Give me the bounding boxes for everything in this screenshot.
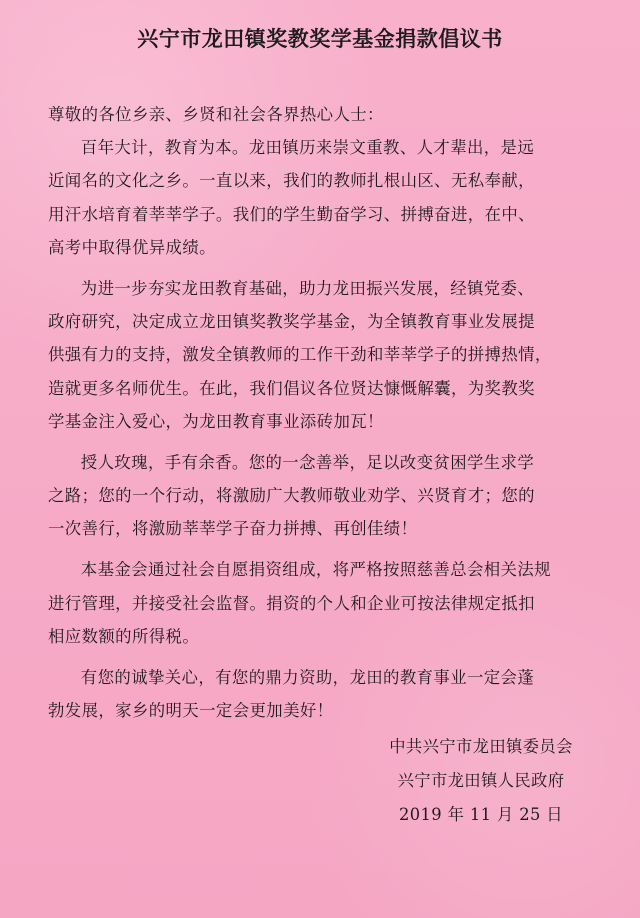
paragraph-line: 进行管理，并接受社会监督。捐资的个人和企业可按法律规定抵扣 <box>48 593 535 613</box>
paragraph-line: 授人玫瑰，手有余香。您的一念善举，足以改变贫困学生求学 <box>80 452 535 472</box>
signature-date: 2019 年 11 月 25 日 <box>399 805 563 824</box>
paragraph-line: 本基金会通过社会自愿捐资组成，将严格按照慈善总会相关法规 <box>80 560 551 580</box>
paragraph <box>48 661 596 727</box>
signature-block <box>366 730 596 832</box>
paragraph-gap <box>48 264 596 272</box>
paragraph-line: 一次善行，将激励莘莘学子奋力拼搏、再创佳绩！ <box>48 519 418 539</box>
paragraph-line: 百年大计，教育为本。龙田镇历来崇文重教、人才辈出，是远 <box>80 138 535 158</box>
paragraph-line: 政府研究，决定成立龙田镇奖教奖学基金，为全镇教育事业发展提 <box>48 312 535 332</box>
paragraph-line: 造就更多名师优生。在此，我们倡议各位贤达慷慨解囊，为奖教奖 <box>48 378 535 398</box>
paragraph-gap <box>48 653 596 661</box>
paragraph <box>48 446 596 546</box>
paragraph-gap <box>48 438 596 446</box>
paragraph <box>48 553 596 653</box>
paragraph-line: 学基金注入爱心，为龙田教育事业添砖加瓦！ <box>48 411 384 431</box>
paragraph-line: 有您的诚挚关心，有您的鼎力资助，龙田的教育事业一定会蓬 <box>80 668 535 687</box>
paragraph-line: 近闻名的文化之乡。一直以来，我们的教师扎根山区、无私奉献， <box>48 171 535 191</box>
paragraph <box>48 131 596 264</box>
salutation: 尊敬的各位乡亲、乡贤和社会各界热心人士： <box>48 105 384 124</box>
signature-org-1: 中共兴宁市龙田镇委员会 <box>389 737 573 756</box>
paragraph-line: 之路；您的一个行动，将激励广大教师敬业劝学、兴贤育才；您的 <box>48 486 535 506</box>
paragraph-line: 相应数额的所得税。 <box>48 626 200 646</box>
document-body <box>48 98 596 727</box>
signature-org-2: 兴宁市龙田镇人民政府 <box>397 771 565 790</box>
paragraph-line: 勃发展，家乡的明天一定会更加美好！ <box>48 701 334 721</box>
paragraph-line: 用汗水培育着莘莘学子。我们的学生勤奋学习、拼搏奋进，在中、 <box>48 204 535 224</box>
paragraph <box>48 272 596 438</box>
paragraph-line: 高考中取得优异成绩。 <box>48 237 216 257</box>
document-title: 兴宁市龙田镇奖教奖学基金捐款倡议书 <box>137 26 503 51</box>
paragraph-gap <box>48 545 596 553</box>
paragraph-line: 供强有力的支持，激发全镇教师的工作干劲和莘莘学子的拼搏热情， <box>48 345 552 365</box>
paragraph-line: 为进一步夯实龙田教育基础，助力龙田振兴发展，经镇党委、 <box>80 278 535 298</box>
